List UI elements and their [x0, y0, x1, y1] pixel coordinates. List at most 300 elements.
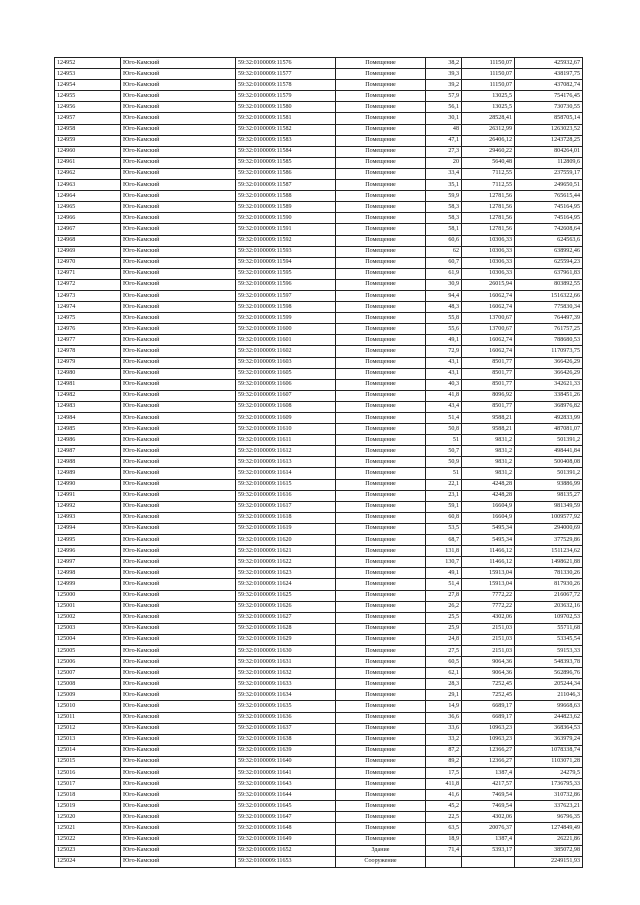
district-cell: Юго-Камский: [121, 401, 236, 412]
table-row: [55, 523, 583, 534]
table-row: [55, 124, 583, 135]
area-cell: 51,4: [426, 579, 462, 590]
cadastral-value-cell: 1516322,66: [515, 290, 583, 301]
district-cell: Юго-Камский: [121, 324, 236, 335]
row-number-cell: 124970: [55, 257, 121, 268]
cadastral-value-cell: 205244,34: [515, 679, 583, 690]
unit-price-cell: 7772,22: [462, 601, 515, 612]
district-cell: Юго-Камский: [121, 58, 236, 69]
cadastral-number-cell: 59:32:0100009:11600: [236, 324, 336, 335]
cadastral-value-cell: 624563,6: [515, 235, 583, 246]
cadastral-number-cell: 59:32:0100009:11602: [236, 346, 336, 357]
area-cell: 51,4: [426, 413, 462, 424]
cadastral-number-cell: 59:32:0100009:11635: [236, 701, 336, 712]
table-row: [55, 845, 583, 856]
district-cell: Юго-Камский: [121, 679, 236, 690]
unit-price-cell: 4302,06: [462, 612, 515, 623]
object-type-cell: Помещение: [336, 801, 426, 812]
cadastral-value-cell: 338451,26: [515, 390, 583, 401]
row-number-cell: 124985: [55, 424, 121, 435]
object-type-cell: Помещение: [336, 124, 426, 135]
cadastral-value-cell: 377529,86: [515, 535, 583, 546]
unit-price-cell: 4302,06: [462, 812, 515, 823]
table-row: [55, 257, 583, 268]
table-row: [55, 224, 583, 235]
cadastral-number-cell: 59:32:0100009:11580: [236, 102, 336, 113]
row-number-cell: 124983: [55, 401, 121, 412]
table-row: [55, 180, 583, 191]
unit-price-cell: 1387,4: [462, 768, 515, 779]
unit-price-cell: 9831,2: [462, 468, 515, 479]
object-type-cell: Помещение: [336, 579, 426, 590]
area-cell: 71,4: [426, 845, 462, 856]
cadastral-number-cell: 59:32:0100009:11598: [236, 302, 336, 313]
cadastral-value-cell: 548393,78: [515, 657, 583, 668]
table-row: [55, 823, 583, 834]
unit-price-cell: 7112,55: [462, 180, 515, 191]
table-row: [55, 568, 583, 579]
district-cell: Юго-Камский: [121, 790, 236, 801]
unit-price-cell: 13700,67: [462, 324, 515, 335]
table-row: [55, 424, 583, 435]
table-row: [55, 779, 583, 790]
cadastral-value-cell: 501391,2: [515, 435, 583, 446]
object-type-cell: Помещение: [336, 501, 426, 512]
district-cell: Юго-Камский: [121, 712, 236, 723]
cadastral-number-cell: 59:32:0100009:11601: [236, 335, 336, 346]
district-cell: Юго-Камский: [121, 723, 236, 734]
table-row: [55, 457, 583, 468]
unit-price-cell: 5640,48: [462, 157, 515, 168]
object-type-cell: Помещение: [336, 290, 426, 301]
cadastral-value-cell: 1736795,33: [515, 779, 583, 790]
object-type-cell: Помещение: [336, 324, 426, 335]
cadastral-value-cell: 109702,53: [515, 612, 583, 623]
district-cell: Юго-Камский: [121, 246, 236, 257]
object-type-cell: Помещение: [336, 135, 426, 146]
cadastral-value-cell: 366426,29: [515, 368, 583, 379]
object-type-cell: Помещение: [336, 168, 426, 179]
table-row: [55, 379, 583, 390]
cadastral-value-cell: 638992,46: [515, 246, 583, 257]
unit-price-cell: 8501,77: [462, 401, 515, 412]
cadastral-value-cell: 1009577,92: [515, 512, 583, 523]
table-row: [55, 734, 583, 745]
area-cell: 50,8: [426, 424, 462, 435]
row-number-cell: 124969: [55, 246, 121, 257]
cadastral-number-cell: 59:32:0100009:11587: [236, 180, 336, 191]
object-type-cell: Помещение: [336, 612, 426, 623]
unit-price-cell: 12366,27: [462, 756, 515, 767]
district-cell: Юго-Камский: [121, 834, 236, 845]
area-cell: 62: [426, 246, 462, 257]
area-cell: 56,1: [426, 102, 462, 113]
unit-price-cell: 9831,2: [462, 435, 515, 446]
table-row: [55, 102, 583, 113]
row-number-cell: 125005: [55, 645, 121, 656]
cadastral-value-cell: 216067,72: [515, 590, 583, 601]
row-number-cell: 125017: [55, 779, 121, 790]
object-type-cell: Помещение: [336, 679, 426, 690]
cadastral-value-cell: 817930,26: [515, 579, 583, 590]
cadastral-number-cell: 59:32:0100009:11603: [236, 357, 336, 368]
cadastral-value-cell: 368976,82: [515, 401, 583, 412]
object-type-cell: Помещение: [336, 712, 426, 723]
area-cell: 43,1: [426, 368, 462, 379]
cadastral-number-cell: 59:32:0100009:11618: [236, 512, 336, 523]
area-cell: 39,2: [426, 80, 462, 91]
cadastral-number-cell: 59:32:0100009:11643: [236, 779, 336, 790]
table-row: [55, 579, 583, 590]
unit-price-cell: 6689,17: [462, 712, 515, 723]
district-cell: Юго-Камский: [121, 535, 236, 546]
object-type-cell: Помещение: [336, 424, 426, 435]
cadastral-number-cell: 59:32:0100009:11608: [236, 401, 336, 412]
district-cell: Юго-Камский: [121, 279, 236, 290]
district-cell: Юго-Камский: [121, 357, 236, 368]
district-cell: Юго-Камский: [121, 146, 236, 157]
district-cell: Юго-Камский: [121, 191, 236, 202]
area-cell: 130,7: [426, 557, 462, 568]
object-type-cell: Помещение: [336, 224, 426, 235]
cadastral-number-cell: 59:32:0100009:11582: [236, 124, 336, 135]
object-type-cell: Помещение: [336, 668, 426, 679]
district-cell: Юго-Камский: [121, 390, 236, 401]
table-row: [55, 535, 583, 546]
district-cell: Юго-Камский: [121, 435, 236, 446]
district-cell: Юго-Камский: [121, 335, 236, 346]
unit-price-cell: 4248,28: [462, 490, 515, 501]
district-cell: Юго-Камский: [121, 413, 236, 424]
row-number-cell: 124987: [55, 446, 121, 457]
unit-price-cell: 13700,67: [462, 313, 515, 324]
cadastral-table-page: [54, 57, 583, 868]
object-type-cell: Помещение: [336, 779, 426, 790]
object-type-cell: Помещение: [336, 657, 426, 668]
object-type-cell: Помещение: [336, 302, 426, 313]
row-number-cell: 124996: [55, 546, 121, 557]
district-cell: Юго-Камский: [121, 612, 236, 623]
district-cell: Юго-Камский: [121, 490, 236, 501]
row-number-cell: 124999: [55, 579, 121, 590]
row-number-cell: 124965: [55, 202, 121, 213]
area-cell: 22,5: [426, 812, 462, 823]
table-row: [55, 235, 583, 246]
cadastral-number-cell: 59:32:0100009:11577: [236, 69, 336, 80]
district-cell: Юго-Камский: [121, 113, 236, 124]
cadastral-number-cell: 59:32:0100009:11597: [236, 290, 336, 301]
table-row: [55, 368, 583, 379]
row-number-cell: 125009: [55, 690, 121, 701]
cadastral-number-cell: 59:32:0100009:11616: [236, 490, 336, 501]
table-row: [55, 690, 583, 701]
cadastral-number-cell: 59:32:0100009:11626: [236, 601, 336, 612]
cadastral-number-cell: 59:32:0100009:11631: [236, 657, 336, 668]
area-cell: 29,1: [426, 690, 462, 701]
row-number-cell: 124984: [55, 413, 121, 424]
unit-price-cell: 4248,28: [462, 479, 515, 490]
cadastral-value-cell: 363979,24: [515, 734, 583, 745]
unit-price-cell: 9831,2: [462, 446, 515, 457]
cadastral-number-cell: 59:32:0100009:11620: [236, 535, 336, 546]
district-cell: Юго-Камский: [121, 102, 236, 113]
cadastral-number-cell: 59:32:0100009:11641: [236, 768, 336, 779]
area-cell: 89,2: [426, 756, 462, 767]
cadastral-number-cell: 59:32:0100009:11628: [236, 623, 336, 634]
object-type-cell: Помещение: [336, 146, 426, 157]
object-type-cell: Помещение: [336, 80, 426, 91]
cadastral-value-cell: 501391,2: [515, 468, 583, 479]
cadastral-value-cell: 1274849,49: [515, 823, 583, 834]
unit-price-cell: 16062,74: [462, 302, 515, 313]
cadastral-value-cell: 761757,25: [515, 324, 583, 335]
table-row: [55, 335, 583, 346]
district-cell: Юго-Камский: [121, 745, 236, 756]
cadastral-value-cell: 730730,55: [515, 102, 583, 113]
area-cell: 60,7: [426, 257, 462, 268]
unit-price-cell: 7772,22: [462, 590, 515, 601]
cadastral-number-cell: 59:32:0100009:11621: [236, 546, 336, 557]
cadastral-value-cell: 500408,08: [515, 457, 583, 468]
table-row: [55, 679, 583, 690]
table-row: [55, 69, 583, 80]
object-type-cell: Помещение: [336, 812, 426, 823]
unit-price-cell: 10306,33: [462, 246, 515, 257]
unit-price-cell: 1387,4: [462, 834, 515, 845]
district-cell: Юго-Камский: [121, 69, 236, 80]
table-row: [55, 202, 583, 213]
cadastral-number-cell: 59:32:0100009:11630: [236, 645, 336, 656]
district-cell: Юго-Камский: [121, 568, 236, 579]
table-row: [55, 501, 583, 512]
cadastral-number-cell: 59:32:0100009:11590: [236, 213, 336, 224]
cadastral-value-cell: 1263023,52: [515, 124, 583, 135]
area-cell: 30,9: [426, 279, 462, 290]
table-row: [55, 745, 583, 756]
cadastral-value-cell: 981349,59: [515, 501, 583, 512]
object-type-cell: Помещение: [336, 246, 426, 257]
cadastral-value-cell: 99668,63: [515, 701, 583, 712]
district-cell: Юго-Камский: [121, 501, 236, 512]
area-cell: 25,9: [426, 623, 462, 634]
district-cell: Юго-Камский: [121, 812, 236, 823]
area-cell: 60,6: [426, 235, 462, 246]
district-cell: Юго-Камский: [121, 302, 236, 313]
district-cell: Юго-Камский: [121, 290, 236, 301]
district-cell: Юго-Камский: [121, 657, 236, 668]
cadastral-value-cell: 112809,6: [515, 157, 583, 168]
unit-price-cell: 29460,22: [462, 146, 515, 157]
unit-price-cell: 10963,23: [462, 723, 515, 734]
table-row: [55, 91, 583, 102]
table-row: [55, 302, 583, 313]
object-type-cell: Помещение: [336, 701, 426, 712]
cadastral-number-cell: 59:32:0100009:11594: [236, 257, 336, 268]
object-type-cell: Помещение: [336, 768, 426, 779]
area-cell: 131,8: [426, 546, 462, 557]
row-number-cell: 124977: [55, 335, 121, 346]
object-type-cell: Помещение: [336, 546, 426, 557]
cadastral-value-cell: 211046,3: [515, 690, 583, 701]
district-cell: Юго-Камский: [121, 668, 236, 679]
area-cell: 27,5: [426, 645, 462, 656]
table-row: [55, 801, 583, 812]
unit-price-cell: 8096,92: [462, 390, 515, 401]
unit-price-cell: 11150,07: [462, 69, 515, 80]
cadastral-value-cell: 1243728,25: [515, 135, 583, 146]
unit-price-cell: 8501,77: [462, 357, 515, 368]
unit-price-cell: 16062,74: [462, 290, 515, 301]
object-type-cell: Помещение: [336, 113, 426, 124]
area-cell: 35,1: [426, 180, 462, 191]
row-number-cell: 124953: [55, 69, 121, 80]
district-cell: Юго-Камский: [121, 213, 236, 224]
object-type-cell: Помещение: [336, 335, 426, 346]
table-row: [55, 435, 583, 446]
table-row: [55, 357, 583, 368]
area-cell: 33,6: [426, 723, 462, 734]
cadastral-number-cell: 59:32:0100009:11596: [236, 279, 336, 290]
area-cell: 72,9: [426, 346, 462, 357]
unit-price-cell: 8501,77: [462, 379, 515, 390]
district-cell: Юго-Камский: [121, 845, 236, 856]
cadastral-value-cell: 55711,68: [515, 623, 583, 634]
cadastral-value-cell: 804264,01: [515, 146, 583, 157]
table-row: [55, 512, 583, 523]
cadastral-value-cell: 858705,14: [515, 113, 583, 124]
cadastral-number-cell: 59:32:0100009:11645: [236, 801, 336, 812]
cadastral-number-cell: 59:32:0100009:11647: [236, 812, 336, 823]
row-number-cell: 124956: [55, 102, 121, 113]
district-cell: Юго-Камский: [121, 779, 236, 790]
area-cell: 51: [426, 468, 462, 479]
cadastral-value-cell: 294000,69: [515, 523, 583, 534]
table-row: [55, 546, 583, 557]
unit-price-cell: 26406,12: [462, 135, 515, 146]
table-row: [55, 468, 583, 479]
area-cell: 62,1: [426, 668, 462, 679]
row-number-cell: 125014: [55, 745, 121, 756]
unit-price-cell: 12781,56: [462, 191, 515, 202]
district-cell: Юго-Камский: [121, 424, 236, 435]
row-number-cell: 124991: [55, 490, 121, 501]
area-cell: 47,1: [426, 135, 462, 146]
row-number-cell: 124992: [55, 501, 121, 512]
table-row: [55, 213, 583, 224]
district-cell: Юго-Камский: [121, 446, 236, 457]
object-type-cell: Помещение: [336, 157, 426, 168]
cadastral-number-cell: 59:32:0100009:11611: [236, 435, 336, 446]
table-row: [55, 590, 583, 601]
area-cell: 36,6: [426, 712, 462, 723]
area-cell: 45,2: [426, 801, 462, 812]
unit-price-cell: 9064,36: [462, 668, 515, 679]
area-cell: [426, 856, 462, 867]
district-cell: Юго-Камский: [121, 135, 236, 146]
unit-price-cell: 7252,45: [462, 690, 515, 701]
unit-price-cell: 9588,21: [462, 424, 515, 435]
cadastral-number-cell: 59:32:0100009:11644: [236, 790, 336, 801]
object-type-cell: Помещение: [336, 401, 426, 412]
object-type-cell: Помещение: [336, 268, 426, 279]
district-cell: Юго-Камский: [121, 601, 236, 612]
cadastral-value-cell: 637961,83: [515, 268, 583, 279]
unit-price-cell: 2151,03: [462, 634, 515, 645]
object-type-cell: Помещение: [336, 723, 426, 734]
district-cell: Юго-Камский: [121, 579, 236, 590]
district-cell: Юго-Камский: [121, 590, 236, 601]
unit-price-cell: 5495,34: [462, 523, 515, 534]
cadastral-value-cell: 781330,26: [515, 568, 583, 579]
area-cell: 28,3: [426, 679, 462, 690]
unit-price-cell: 2151,03: [462, 623, 515, 634]
row-number-cell: 124974: [55, 302, 121, 313]
unit-price-cell: 26015,94: [462, 279, 515, 290]
area-cell: 26,2: [426, 601, 462, 612]
cadastral-value-cell: 437082,74: [515, 80, 583, 91]
table-row: [55, 413, 583, 424]
object-type-cell: Помещение: [336, 568, 426, 579]
unit-price-cell: 11150,07: [462, 80, 515, 91]
cadastral-number-cell: 59:32:0100009:11595: [236, 268, 336, 279]
cadastral-value-cell: 96796,35: [515, 812, 583, 823]
district-cell: Юго-Камский: [121, 368, 236, 379]
unit-price-cell: 5495,34: [462, 535, 515, 546]
unit-price-cell: 5393,17: [462, 845, 515, 856]
row-number-cell: 125015: [55, 756, 121, 767]
unit-price-cell: 11150,07: [462, 58, 515, 69]
cadastral-number-cell: 59:32:0100009:11648: [236, 823, 336, 834]
unit-price-cell: 9831,2: [462, 457, 515, 468]
object-type-cell: Помещение: [336, 590, 426, 601]
area-cell: 43,1: [426, 357, 462, 368]
table-row: [55, 490, 583, 501]
unit-price-cell: 11466,12: [462, 546, 515, 557]
district-cell: Юго-Камский: [121, 645, 236, 656]
area-cell: 60,5: [426, 657, 462, 668]
cadastral-number-cell: 59:32:0100009:11588: [236, 191, 336, 202]
unit-price-cell: 13025,5: [462, 91, 515, 102]
unit-price-cell: 16062,74: [462, 335, 515, 346]
table-row: [55, 168, 583, 179]
unit-price-cell: 13025,5: [462, 102, 515, 113]
area-cell: 94,4: [426, 290, 462, 301]
object-type-cell: Помещение: [336, 512, 426, 523]
row-number-cell: 124959: [55, 135, 121, 146]
object-type-cell: Помещение: [336, 413, 426, 424]
cadastral-value-cell: 342621,33: [515, 379, 583, 390]
unit-price-cell: 7252,45: [462, 679, 515, 690]
object-type-cell: Помещение: [336, 734, 426, 745]
table-row: [55, 834, 583, 845]
table-row: [55, 601, 583, 612]
district-cell: Юго-Камский: [121, 768, 236, 779]
cadastral-value-cell: 2249151,93: [515, 856, 583, 867]
cadastral-value-cell: 438197,75: [515, 69, 583, 80]
cadastral-number-cell: 59:32:0100009:11585: [236, 157, 336, 168]
unit-price-cell: 26312,99: [462, 124, 515, 135]
area-cell: 23,1: [426, 490, 462, 501]
area-cell: 60,8: [426, 512, 462, 523]
area-cell: 58,3: [426, 213, 462, 224]
row-number-cell: 124954: [55, 80, 121, 91]
table-row: [55, 723, 583, 734]
row-number-cell: 124981: [55, 379, 121, 390]
row-number-cell: 125010: [55, 701, 121, 712]
cadastral-number-cell: 59:32:0100009:11622: [236, 557, 336, 568]
district-cell: Юго-Камский: [121, 157, 236, 168]
cadastral-number-cell: 59:32:0100009:11624: [236, 579, 336, 590]
